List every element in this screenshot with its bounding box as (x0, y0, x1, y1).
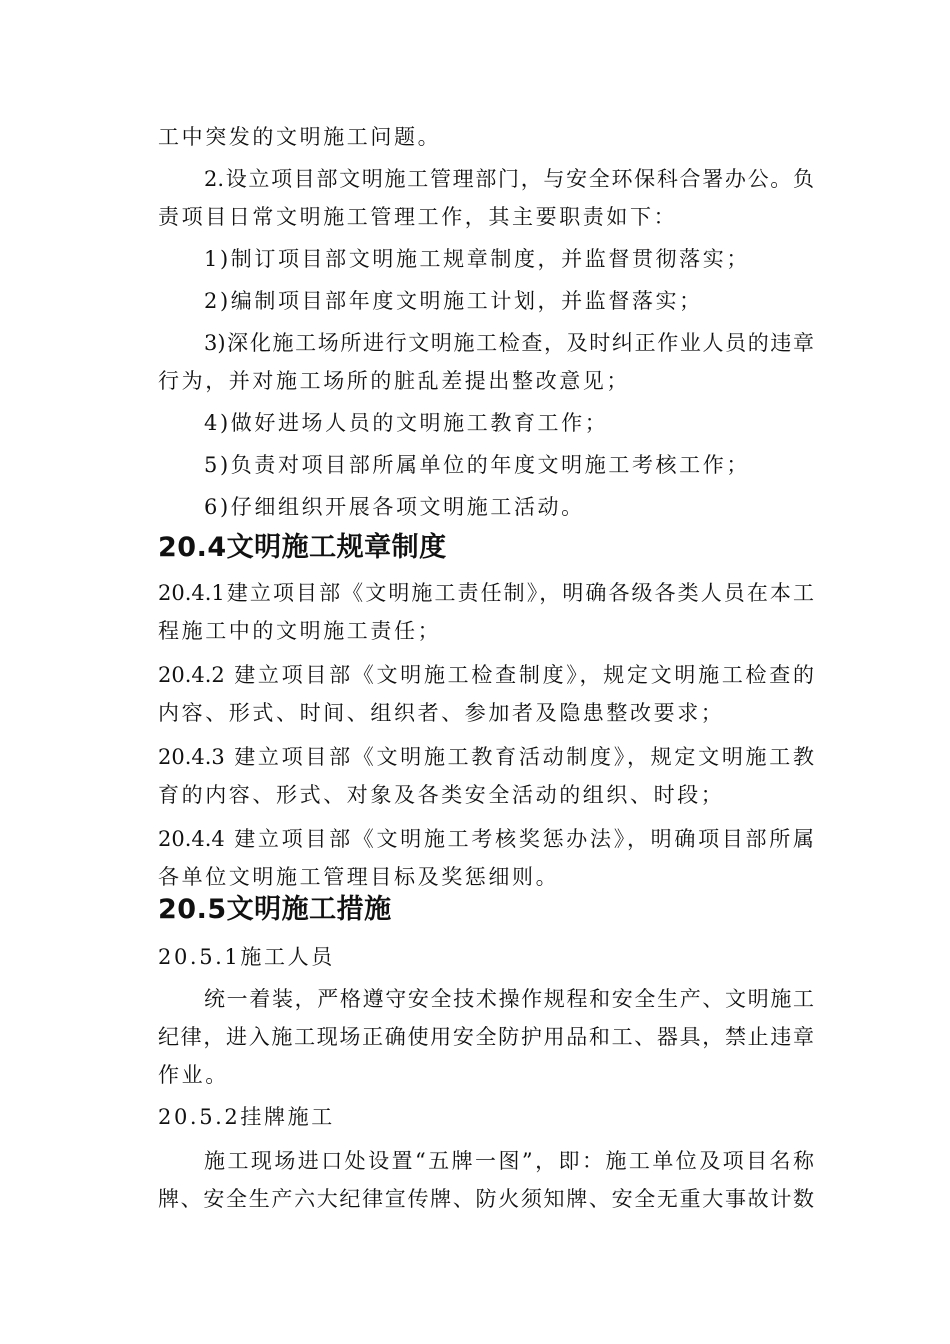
subsection-title: 20.5.1施工人员 (158, 945, 335, 969)
paragraph-line: 责项目日常文明施工管理工作，其主要职责如下： (158, 205, 678, 229)
subsection-title: 20.5.2挂牌施工 (158, 1105, 335, 1129)
paragraph-line: 纪律，进入施工现场正确使用安全防护用品和工、器具，禁止违章 (158, 1025, 814, 1049)
paragraph-line: 统一着装，严格遵守安全技术操作规程和安全生产、文明施工 (204, 987, 814, 1011)
section-heading: 20.4文明施工规章制度 (158, 532, 447, 563)
list-item: 4)做好进场人员的文明施工教育工作； (204, 411, 609, 435)
paragraph-line: 内容、形式、时间、组织者、参加者及隐患整改要求； (158, 701, 725, 725)
paragraph-line: 20.4.3 建立项目部《文明施工教育活动制度》，规定文明施工教 (158, 745, 814, 769)
list-item: 2)编制项目部年度文明施工计划，并监督落实； (204, 289, 703, 313)
list-item: 3)深化施工场所进行文明施工检查，及时纠正作业人员的违章 (204, 331, 814, 355)
paragraph-line: 20.4.4 建立项目部《文明施工考核奖惩办法》，明确项目部所属 (158, 827, 814, 851)
paragraph-line: 施工现场进口处设置“五牌一图”，即：施工单位及项目名称 (204, 1149, 814, 1173)
list-item: 6)仔细组织开展各项文明施工活动。 (204, 495, 585, 519)
paragraph-line: 各单位文明施工管理目标及奖惩细则。 (158, 865, 560, 889)
paragraph-line: 20.4.2 建立项目部《文明施工检查制度》，规定文明施工检查的 (158, 663, 814, 687)
paragraph-line: 工中突发的文明施工问题。 (158, 125, 442, 149)
list-item: 5)负责对项目部所属单位的年度文明施工考核工作； (204, 453, 750, 477)
paragraph-line: 作业。 (158, 1063, 229, 1087)
paragraph-line: 20.4.1建立项目部《文明施工责任制》，明确各级各类人员在本工 (158, 581, 814, 605)
section-heading: 20.5文明施工措施 (158, 894, 392, 925)
paragraph-line: 育的内容、形式、对象及各类安全活动的组织、时段； (158, 783, 725, 807)
list-item: 行为，并对施工场所的脏乱差提出整改意见； (158, 369, 630, 393)
paragraph-line: 2.设立项目部文明施工管理部门，与安全环保科合署办公。负 (204, 167, 814, 191)
paragraph-line: 牌、安全生产六大纪律宣传牌、防火须知牌、安全无重大事故计数 (158, 1187, 814, 1211)
list-item: 1)制订项目部文明施工规章制度，并监督贯彻落实； (204, 247, 750, 271)
paragraph-line: 程施工中的文明施工责任； (158, 619, 442, 643)
